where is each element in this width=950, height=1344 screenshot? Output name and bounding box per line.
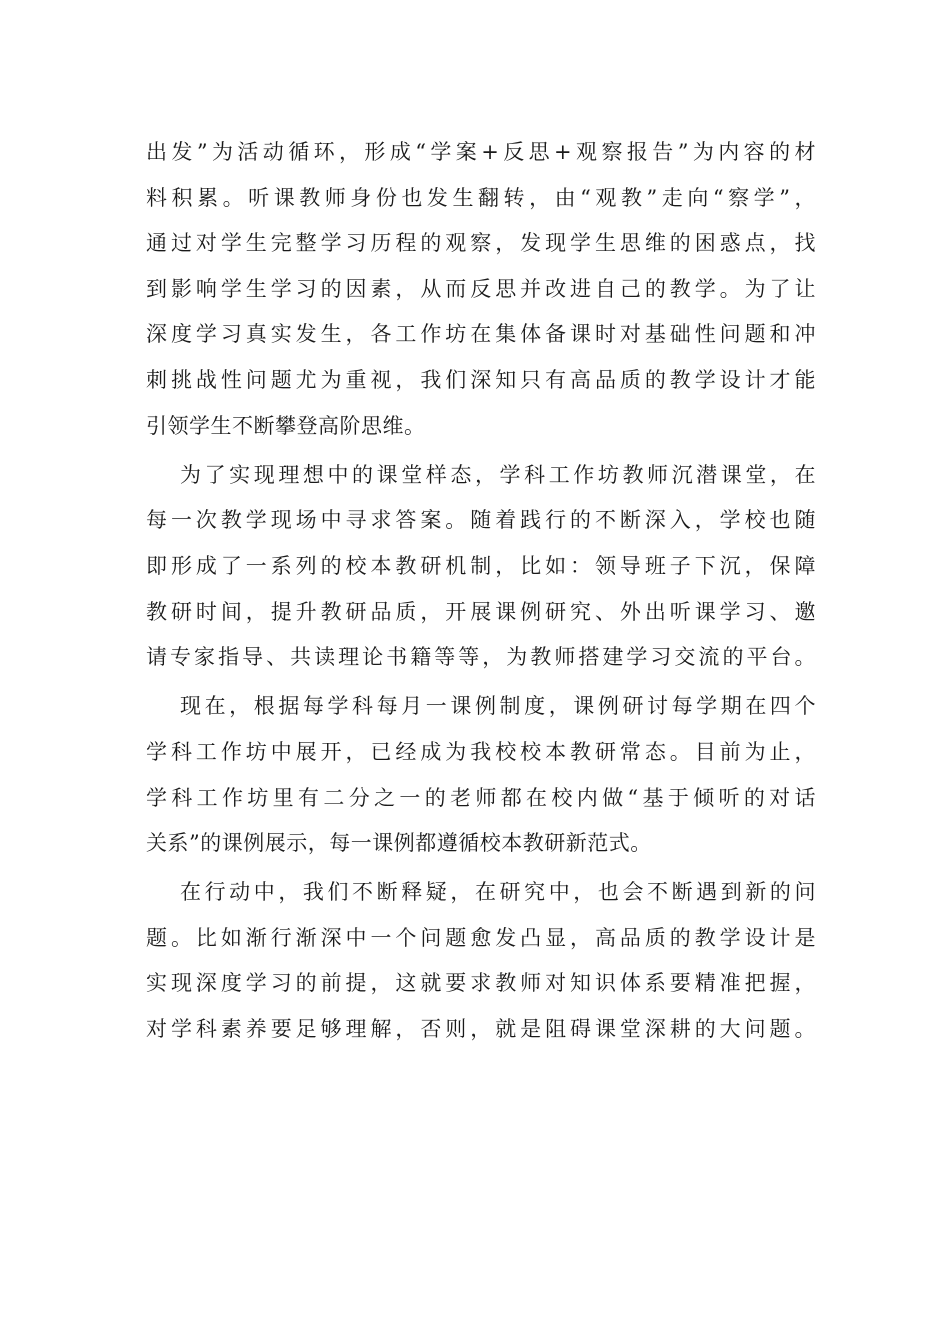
paragraph-1 xyxy=(146,130,816,449)
text-line: 即形成了一系列的校本教研机制，比如：领导班子下沉，保障 xyxy=(146,553,816,578)
text-line: 对学科素养要足够理解，否则，就是阻碍课堂深耕的大问题。 xyxy=(146,1017,816,1042)
text-line: 教研时间，提升教研品质，开展课例研究、外出听课学习、邀 xyxy=(146,599,816,624)
text-line: 每一次教学现场中寻求答案。随着践行的不断深入，学校也随 xyxy=(146,508,816,533)
text-line: 为了实现理想中的课堂样态，学科工作坊教师沉潜课堂，在 xyxy=(180,462,816,487)
text-line: 深度学习真实发生，各工作坊在集体备课时对基础性问题和冲 xyxy=(146,322,816,347)
text-line: 在行动中，我们不断释疑，在研究中，也会不断遇到新的问 xyxy=(180,880,816,905)
text-line: 现在，根据每学科每月一课例制度，课例研讨每学期在四个 xyxy=(180,694,816,719)
text-line: 出发”为活动循环，形成“学案+反思+观察报告”为内容的材 xyxy=(146,140,816,164)
text-line: 学科工作坊中展开，已经成为我校校本教研常态。目前为止， xyxy=(146,739,816,764)
paragraph-2 xyxy=(146,453,816,681)
text-line: 题。比如渐行渐深中一个问题愈发凸显，高品质的教学设计是 xyxy=(146,925,816,950)
paragraph-3 xyxy=(146,684,816,866)
paragraph-4 xyxy=(146,870,816,1052)
text-line: 学科工作坊里有二分之一的老师都在校内做“基于倾听的对话 xyxy=(146,785,816,810)
text-line: 引领学生不断攀登高阶思维。 xyxy=(146,413,426,438)
text-line: 请专家指导、共读理论书籍等等，为教师搭建学习交流的平台。 xyxy=(146,645,816,670)
text-line: 刺挑战性问题尤为重视，我们深知只有高品质的教学设计才能 xyxy=(146,367,816,392)
text-line: 到影响学生学习的因素，从而反思并改进自己的教学。为了让 xyxy=(146,276,816,301)
document-body xyxy=(146,130,816,1053)
text-line: 通过对学生完整学习历程的观察，发现学生思维的困惑点，找 xyxy=(146,231,816,256)
text-line: 实现深度学习的前提，这就要求教师对知识体系要精准把握， xyxy=(146,971,816,996)
text-line: 料积累。听课教师身份也发生翻转，由“观教”走向“察学”， xyxy=(146,185,816,210)
text-line: 关系”的课例展示，每一课例都遵循校本教研新范式。 xyxy=(146,831,652,856)
